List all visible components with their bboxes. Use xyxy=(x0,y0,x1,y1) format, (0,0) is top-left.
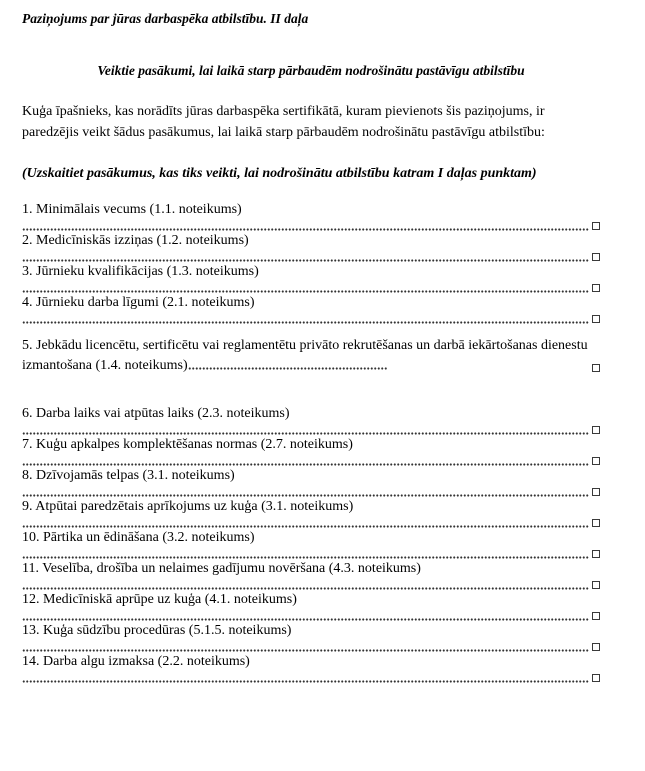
dotted-leader-row xyxy=(22,517,600,528)
dotted-leader-row xyxy=(22,251,600,262)
dotted-leader-row xyxy=(22,672,600,683)
list-item xyxy=(22,559,600,590)
measures-list xyxy=(22,200,600,683)
dotted-leader xyxy=(22,313,589,324)
instruction-note: (Uzskaitiet pasākumus, kas tiks veikti, lai nodrošinātu atbilstību katram I daļas punktam) xyxy=(22,166,537,181)
dotted-leader-row xyxy=(22,641,600,652)
item-label: 12. Medicīniskā aprūpe uz kuģa (4.1. noteikums) xyxy=(22,592,297,607)
checkbox[interactable] xyxy=(592,674,600,682)
checkbox[interactable] xyxy=(592,581,600,589)
item-label: 11. Veselība, drošība un nelaimes gadījumu novēršana (4.3. noteikums) xyxy=(22,561,421,576)
list-item xyxy=(22,293,600,324)
item-label: 7. Kuģu apkalpes komplektēšanas normas (2.7. noteikums) xyxy=(22,437,353,452)
item-label: 13. Kuģa sūdzību procedūras (5.1.5. noteikums) xyxy=(22,623,292,638)
checkbox[interactable] xyxy=(592,519,600,527)
dotted-leader xyxy=(22,579,589,590)
checkbox[interactable] xyxy=(592,488,600,496)
checkbox[interactable] xyxy=(592,315,600,323)
dotted-leader-row xyxy=(22,486,600,497)
intro-paragraph: Kuģa īpašnieks, kas norādīts jūras darbaspēka sertifikātā, kuram pievienots šis paziņojums, ir paredzējis veikt šādus pasākumus, lai laikā starp pārbaudēm nodrošinātu pastāvīgu atbilstību: xyxy=(22,104,545,140)
dotted-leader xyxy=(22,672,589,683)
checkbox[interactable] xyxy=(592,364,600,372)
list-item xyxy=(22,652,600,683)
dotted-leader-row xyxy=(22,313,600,324)
dotted-leader xyxy=(22,424,589,435)
item-label: 4. Jūrnieku darba līgumi (2.1. noteikums) xyxy=(22,295,255,310)
dotted-leader-row xyxy=(22,455,600,466)
dotted-leader xyxy=(22,641,589,652)
item-label: 9. Atpūtai paredzētais aprīkojums uz kuģa (3.1. noteikums) xyxy=(22,499,354,514)
section-subtitle: Veiktie pasākumi, lai laikā starp pārbaudēm nodrošinātu pastāvīgu atbilstību xyxy=(97,63,525,78)
list-item xyxy=(22,497,600,528)
list-item xyxy=(22,262,600,293)
dotted-leader-row xyxy=(22,610,600,621)
item-label: 14. Darba algu izmaksa (2.2. noteikums) xyxy=(22,654,250,669)
item-label: 3. Jūrnieku kvalifikācijas (1.3. noteikums) xyxy=(22,264,259,279)
checkbox[interactable] xyxy=(592,457,600,465)
list-item xyxy=(22,435,600,466)
checkbox[interactable] xyxy=(592,253,600,261)
dotted-leader xyxy=(188,359,388,370)
checkbox[interactable] xyxy=(592,222,600,230)
dotted-leader xyxy=(22,486,589,497)
list-item xyxy=(22,231,600,262)
list-item xyxy=(22,200,600,231)
dotted-leader xyxy=(22,220,589,231)
checkbox[interactable] xyxy=(592,643,600,651)
dotted-leader-row xyxy=(22,220,600,231)
list-item xyxy=(22,528,600,559)
dotted-leader xyxy=(22,610,589,621)
checkbox[interactable] xyxy=(592,284,600,292)
list-item xyxy=(22,621,600,652)
checkbox[interactable] xyxy=(592,426,600,434)
list-item xyxy=(22,590,600,621)
dotted-leader xyxy=(22,548,589,559)
item-label: 6. Darba laiks vai atpūtas laiks (2.3. noteikums) xyxy=(22,406,290,421)
dotted-leader xyxy=(22,282,589,293)
document-title: Paziņojums par jūras darbaspēka atbilstību. II daļa xyxy=(22,11,309,26)
dotted-leader xyxy=(22,517,589,528)
dotted-leader-row xyxy=(22,548,600,559)
item-label: 8. Dzīvojamās telpas (3.1. noteikums) xyxy=(22,468,235,483)
checkbox[interactable] xyxy=(592,612,600,620)
item-label: 5. Jebkādu licencētu, sertificētu vai reglamentētu privāto rekrutēšanas un darbā iekārtošanas dienestu izmantošana (1.4. noteikums) xyxy=(22,338,588,373)
dotted-leader-row xyxy=(22,424,600,435)
item-label: 1. Minimālais vecums (1.1. noteikums) xyxy=(22,202,242,217)
dotted-leader xyxy=(22,455,589,466)
dotted-leader-row xyxy=(22,282,600,293)
list-item xyxy=(22,466,600,497)
dotted-leader-row xyxy=(22,579,600,590)
list-item xyxy=(22,404,600,435)
item-label: 10. Pārtika un ēdināšana (3.2. noteikums) xyxy=(22,530,255,545)
list-item xyxy=(22,336,600,376)
dotted-leader xyxy=(22,251,589,262)
checkbox[interactable] xyxy=(592,550,600,558)
item-label: 2. Medicīniskās izziņas (1.2. noteikums) xyxy=(22,233,249,248)
